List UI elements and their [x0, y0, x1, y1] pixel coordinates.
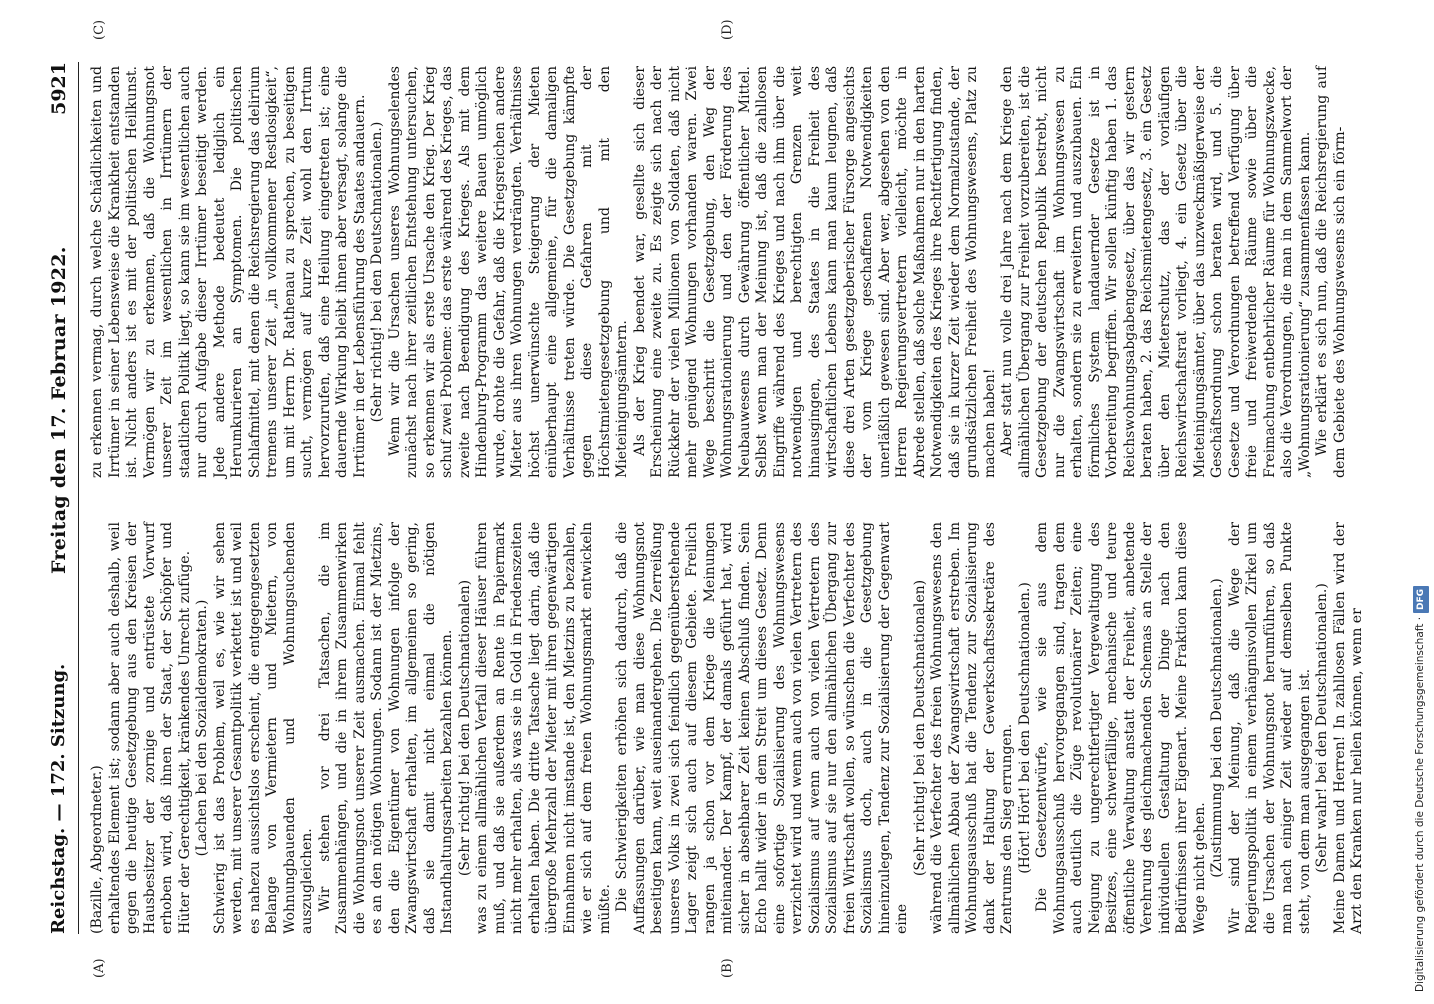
- paragraph: Die Schwierigkeiten erhöhen sich dadurch, daß die Auffassungen darüber, wie man diese Wohnungsnot beseitigen kann, weit auseinandergehen. Die Zerreißung unseres Volks in zwei sich feindlich gegenüberstehende Lager zeigt sich auch auf diesem Gebiete. Freilich rangen ja schon vor dem Kriege die Meinungen miteinander. Der Kampf, der damals geführt hat, wird sicher in absehbarer Zeit keinen Abschluß finden. Sein Echo hallt wider in dem Streit um dieses Gesetz. Denn eine sofortige Sozialisierung des Wohnungswesens verzichtet wird und wenn auch von vielen Vertretern des Sozialismus auf wenn auch von vielen Vertretern des Sozialismus auf sie nur den allmählichen Übergang zur freien Wirtschaft wollen, so wünschen die Verfechter des Sozialismus doch, auch in die Gesetzgebung hineinzulegen, Tendenz zur Sozialisierung der Gegenwart eine: [614, 522, 910, 934]
- paragraph: Wir stehen vor drei Tatsachen, die im Zusammenhängen, und die in ihrem Zusammenwirken die Wohnungsnot unserer Zeit ausmachen. Einmal fehlt es an den nötigen Wohnungen. Sodann ist der Mietzins, den die Eigentümer von Wohnungen infolge der Zwangswirtschaft erhalten, im allgemeinen so gering, daß sie damit nicht einmal die nötigen Instandhaltungsarbeiten bezahlen können.: [316, 522, 455, 934]
- paragraph: was zu einem allmählichen Verfall dieser Häuser führen muß, und daß sie außerdem an Rente in Papiermark nicht mehr erhalten, als was sie in Gold in Friedenszeiten erhalten haben. Die dritte Tatsache liegt darin, daß die übergroße Mehrzahl der Mieter mit ihren gegenwärtigen Einnahmen nicht imstande ist, den Mietzins zu bezahlen, wie er sich auf dem freien Wohnungsmarkt entwickeln müßte.: [474, 522, 613, 934]
- paragraph: Wie erklärt es sich nun, daß die Reichsregierung auf dem Gebiete des Wohnungswesens sich ein förm-: [1314, 66, 1348, 478]
- page-header: [48, 62, 79, 934]
- column-right: [89, 19, 1379, 478]
- header-session: Reichstag. — 172. Sitzung.: [48, 663, 69, 934]
- header-date: Freitag den 17. Februar 1922.: [48, 246, 70, 574]
- paragraph: Schwierig ist das Problem, weil es, wie wir sehen werden, mit unserer Gesamtpolitik verkettet ist und weil es nahezu aussichtslos erscheint, die entgegengesetzten Belange von Vermietern und Mietern, von Wohnungbauenden und Wohnungsuchenden auszugleichen.: [211, 522, 315, 934]
- paragraph: zu erkennen vermag, durch welche Schädlichkeiten und Irrtümer in seiner Lebensweise die Krankheit entstanden ist. Nicht anders ist es mit der politischen Heilkunst. Vermögen wir zu erkennen, daß die Wohnungsnot unserer Zeit im wesentlichen in Irrtümern der staatlichen Politik liegt, so kann sie im wesentlichen auch nur durch Aufgabe dieser Irrtümer beseitigt werden. Jede andere Methode bedeutet lediglich ein Herumkurieren an Symptomen. Die politischen Schlafmittel, mit denen die Reichsregierung das delirium tremens unserer Zeit „in vollkommener Restlosigkeit“, um mit Herrn Dr. Rathenau zu sprechen, zu beseitigen sucht, vermögen auf kurze Zeit wohl den Irrtum hervorzurufen, daß eine Heilung eingetreten ist; eine dauernde Wirkung bleibt ihnen aber versagt, solange die Irrtümer in der Lebensführung des Staates andauern.: [89, 66, 368, 478]
- column-left: [89, 522, 1379, 978]
- paragraph: Die Gesetzentwürfe, wie sie aus dem Wohnungsausschuß hervorgegangen sind, tragen dem auch deutlich die Züge revolutionärer Zeiten; eine Neigung zu ungerechtfertigter Vergewaltigung des Besitzes, eine schwerfällige, mechanische und teure öffentliche Verwaltung anstatt der Freiheit, anbetende Verehrung des gleichmachenden Schemas an Stelle der individuellen Gestaltung der Dinge nach den Bedürfnissen ihrer Eigenart. Meine Fraktion kann diese Wege nicht gehen.: [1034, 522, 1208, 934]
- margin-marker-b: (B): [720, 958, 735, 978]
- dfg-logo: DFG: [1413, 586, 1429, 613]
- header-page-number: 5921: [48, 62, 70, 115]
- interjection: (Hört! Hört! bei den Deutschnationalen.): [1016, 582, 1033, 874]
- interjection: (Sehr wahr! bei den Deutschnationalen.): [1314, 583, 1330, 873]
- paragraph: erhaltendes Element ist; sodann aber auch deshalb, weil gegen die heutige Gesetzgebung aus den Kreisen der Hausbesitzer der zornige und entrüstete Vorwurf erhoben wird, daß ihnen der Staat, der Schöpfer und Hüter der Gerechtigkeit, kränkendes Unrecht zufüge.: [106, 522, 193, 934]
- newspaper-page: [0, 4, 1418, 1004]
- paragraph: Wenn wir die Ursachen unseres Wohnungselendes zunächst nach ihrer zeitlichen Entstehung untersuchen, so erkennen wir als erste Ursache den Krieg. Der Krieg schuf zwei Probleme: das erste während des Krieges, das zweite nach Beendigung des Krieges. Als mit dem Hindenburg-Programm das weitere Bauen unmöglich wurde, drohte die Gefahr, daß die Kriegsreichen andere Mieter aus ihren Wohnungen verdrängten. Verhältnisse höchst unerwünschte Steigerung der Mieten einüberhaupt eine allgemeine, für die damaligen Verhältnisse treten würde. Die Gesetzgebung kämpfte gegen diese Gefahren mit der Höchstmietengesetzgebung und mit den Mieteinigungsämtern.: [386, 66, 630, 478]
- digitization-credit: [1410, 8, 1430, 992]
- margin-marker-d: (D): [720, 19, 735, 40]
- interjection: (Zustimmung bei den Deutschnationalen.): [1209, 578, 1225, 878]
- interjection: (Lachen bei den Sozialdemokraten.): [194, 599, 210, 857]
- credit-text: Digitalisierung gefördert durch die Deutsche Forschungsgemeinschaft ·: [1414, 616, 1426, 992]
- paragraph: Wir sind der Meinung, daß die Wege der Regierungspolitik in einem verhängnisvollen Zirkel um die Ursachen der Wohnungsnot herumführen, so daß man nach einiger Zeit wieder auf demselben Punkte steht, von dem man ausgegangen ist.: [1226, 522, 1313, 934]
- paragraph: Meine Damen und Herren! In zahllosen Fällen wird der Arzt den Kranken nur heilen können, wenn er: [1331, 522, 1365, 934]
- paragraph: Aber statt nun volle drei Jahre nach dem Kriege den allmählichen Übergang zur Freiheit vorzubereiten, ist die Gesetzgebung der deutschen Republik bestrebt, nicht nur die Zwangswirtschaft im Wohnungswesen zu erhalten, sondern sie zu erweitern und auszubauen. Ein förmliches System landauernder Gesetze ist in Vorbereitung begriffen. Wir sollen künftig haben 1. das Reichswohnungsabgabengesetz, über das wir gestern beraten haben, 2. das Reichsmietengesetz, 3. ein Gesetz über den Mieterschutz, das der vorläufigen Reichswirtschaftsrat vorliegt, 4. ein Gesetz über die Mieteinigungsämter, über das unzweckmäßigerweise der Geschäftsordnung schon beraten wird, und 5. die Gesetze und Verordnungen betreffend Verfügung über freie und freiwerdende Räume sowie über die Freimachung entbehrlicher Räume für Wohnungszwecke, also die Verordnungen, die man in dem Sammelwort der „Wohnungsrationierung“ zusammenfassen kann.: [999, 66, 1313, 478]
- margin-marker-c: (C): [92, 19, 107, 40]
- interjection: (Sehr richtig! bei den Deutschnationalen.): [369, 121, 385, 423]
- margin-marker-a: (A): [92, 958, 107, 978]
- speaker-name: (Bazille, Abgeordneter.): [89, 765, 105, 934]
- text-columns: [89, 19, 1379, 978]
- interjection: (Sehr richtig! bei den Deutschnationalen): [456, 579, 473, 877]
- interjection: (Sehr richtig! bei den Deutschnationalen): [911, 579, 928, 877]
- paragraph: während die Verfechter des freien Wohnungswesens den allmählichen Abbau der Zwangswirtschaft erstreben. Im Wohnungsausschuß hat die Tendenz zur Sozialisierung dank der Haltung der Gewerkschaftssekretäre des Zentrums den Sieg errungen.: [929, 522, 1015, 934]
- paragraph: Als der Krieg beendet war, gesellte sich dieser Erscheinung eine zweite zu. Es zeigte sich nach der Rückkehr der vielen Millionen von Soldaten, daß nicht mehr genügend Wohnungen vorhanden waren. Zwei Wege beschritt die Gesetzgebung, den Weg der Wohnungsrationierung und den der Förderung des Neubauwesens durch Gewährung öffentlicher Mittel. Selbst wenn man der Meinung ist, daß die zahllosen Eingriffe während des Krieges und nach ihm über die notwendigen und berechtigten Grenzen weit hinausgingen, des Staates in die Freiheit des wirtschaftlichen Lebens kann man kaum leugnen, daß diese drei Arten gesetzgeberischer Fürsorge angesichts der vom Kriege geschaffenen Notwendigkeiten unerläßlich gewesen sind. Aber wer, abgesehen von den Herren Regierungsvertretern vielleicht, möchte in Abrede stellen, daß solche Maßnahmen nur in den harten Notwendigkeiten des Krieges ihre Rechtfertigung finden, daß sie in kurzer Zeit wieder dem Normalzustande, der grundsätzlichen Freiheit des Wohnungswesens, Platz zu machen haben!: [631, 66, 998, 478]
